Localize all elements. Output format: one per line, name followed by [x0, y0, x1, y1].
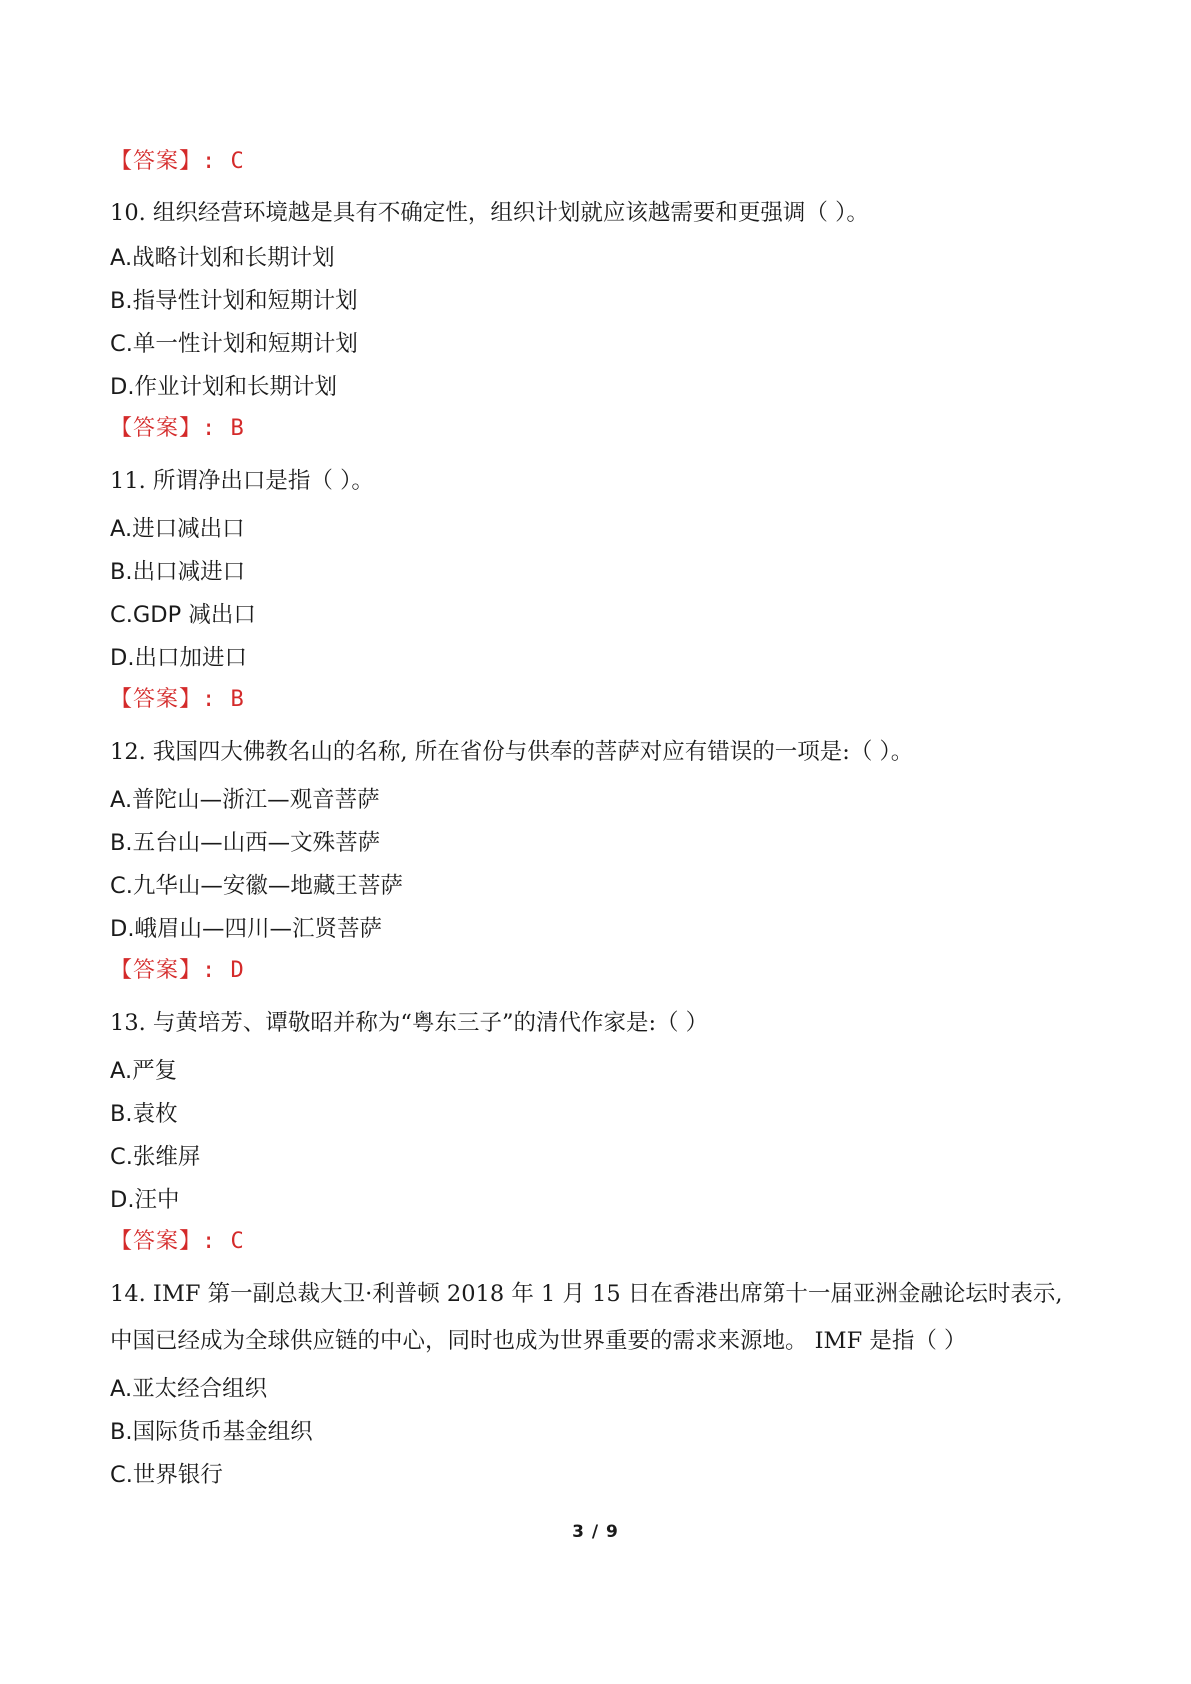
question-line: 11. 所谓净出口是指（ ）。 — [110, 468, 374, 494]
question-line: 12. 我国四大佛教名山的名称, 所在省份与供奉的菩萨对应有错误的一项是:（ ）。 — [110, 739, 914, 765]
question-line: 14. IMF 第一副总裁大卫·利普顿 2018 年 1 月 15 日在香港出席第十一届亚洲金融论坛时表示, — [110, 1281, 1063, 1307]
option-line: D.汪中 — [110, 1187, 180, 1213]
option-line: A.进口减出口 — [110, 516, 245, 542]
question-line: 中国已经成为全球供应链的中心，同时也成为世界重要的需求来源地。 IMF 是指（ ） — [110, 1328, 967, 1354]
option-line: B.出口减进口 — [110, 559, 246, 585]
option-line: C.九华山—安徽—地藏王菩萨 — [110, 873, 403, 899]
answer-line: 【答案】: B — [110, 687, 245, 712]
option-line: B.指导性计划和短期计划 — [110, 288, 358, 314]
option-line: C.张维屏 — [110, 1144, 201, 1170]
option-line: D.出口加进口 — [110, 645, 247, 671]
option-line: C.世界银行 — [110, 1462, 223, 1488]
option-line: B.国际货币基金组织 — [110, 1419, 313, 1445]
option-line: B.五台山—山西—文殊菩萨 — [110, 830, 381, 856]
question-line: 10. 组织经营环境越是具有不确定性，组织计划就应该越需要和更强调（ ）。 — [110, 200, 869, 226]
option-line: D.作业计划和长期计划 — [110, 374, 337, 400]
question-line: 13. 与黄培芳、谭敬昭并称为“粤东三子”的清代作家是:（ ） — [110, 1010, 709, 1036]
answer-line: 【答案】: B — [110, 416, 245, 441]
option-line: A.普陀山—浙江—观音菩萨 — [110, 787, 380, 813]
page-number: 3 / 9 — [572, 1522, 619, 1542]
option-line: A.严复 — [110, 1058, 178, 1084]
option-line: B.袁枚 — [110, 1101, 178, 1127]
answer-line: 【答案】: D — [110, 958, 245, 983]
option-line: C.GDP 减出口 — [110, 602, 256, 628]
option-line: D.峨眉山—四川—汇贤菩萨 — [110, 916, 382, 942]
option-line: A.亚太经合组织 — [110, 1376, 268, 1402]
answer-line: 【答案】: C — [110, 149, 245, 174]
option-line: A.战略计划和长期计划 — [110, 245, 335, 271]
option-line: C.单一性计划和短期计划 — [110, 331, 358, 357]
answer-line: 【答案】: C — [110, 1229, 245, 1254]
